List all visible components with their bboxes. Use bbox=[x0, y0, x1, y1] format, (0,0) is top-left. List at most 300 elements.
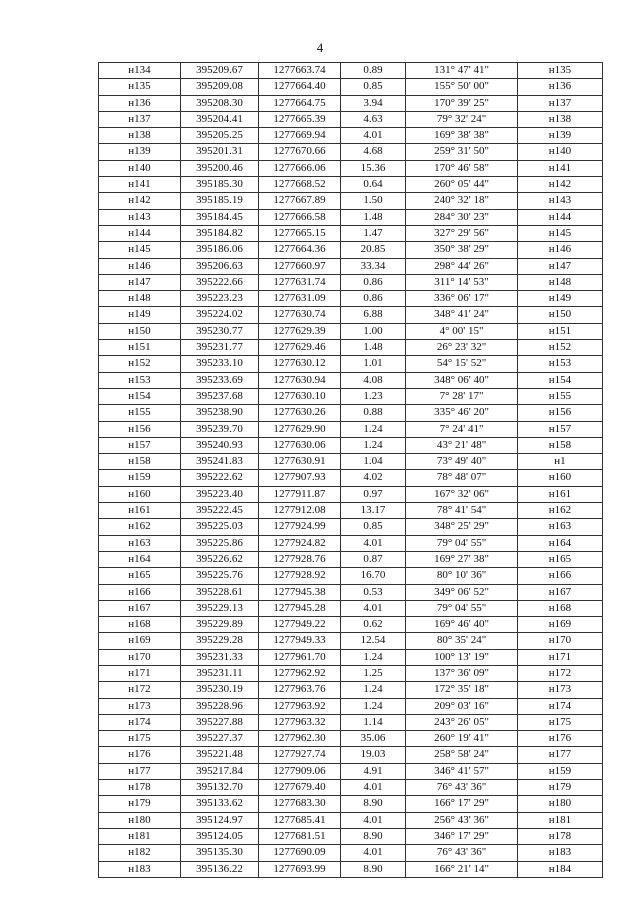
bearing-cell: 170° 39' 25" bbox=[406, 95, 518, 111]
table-row bbox=[99, 95, 603, 111]
table-row bbox=[99, 584, 603, 600]
point-id-cell: н167 bbox=[99, 600, 181, 616]
y-coordinate-cell: 1277665.15 bbox=[259, 225, 341, 241]
next-point-cell: н174 bbox=[518, 698, 603, 714]
table-row bbox=[99, 665, 603, 681]
x-coordinate-cell: 395132.70 bbox=[181, 780, 259, 796]
y-coordinate-cell: 1277630.06 bbox=[259, 437, 341, 453]
distance-cell: 4.08 bbox=[341, 372, 406, 388]
next-point-cell: н147 bbox=[518, 258, 603, 274]
distance-cell: 4.01 bbox=[341, 780, 406, 796]
distance-cell: 8.90 bbox=[341, 828, 406, 844]
x-coordinate-cell: 395223.40 bbox=[181, 486, 259, 502]
distance-cell: 1.50 bbox=[341, 193, 406, 209]
y-coordinate-cell: 1277679.40 bbox=[259, 780, 341, 796]
point-id-cell: н149 bbox=[99, 307, 181, 323]
table-row bbox=[99, 274, 603, 290]
y-coordinate-cell: 1277945.28 bbox=[259, 600, 341, 616]
y-coordinate-cell: 1277963.76 bbox=[259, 682, 341, 698]
table-row bbox=[99, 649, 603, 665]
next-point-cell: н170 bbox=[518, 633, 603, 649]
bearing-cell: 169° 27' 38" bbox=[406, 551, 518, 567]
table-row bbox=[99, 617, 603, 633]
y-coordinate-cell: 1277927.74 bbox=[259, 747, 341, 763]
next-point-cell: н145 bbox=[518, 225, 603, 241]
table-row bbox=[99, 763, 603, 779]
table-row bbox=[99, 845, 603, 861]
y-coordinate-cell: 1277630.74 bbox=[259, 307, 341, 323]
y-coordinate-cell: 1277663.74 bbox=[259, 63, 341, 79]
next-point-cell: н184 bbox=[518, 861, 603, 877]
next-point-cell: н163 bbox=[518, 519, 603, 535]
next-point-cell: н148 bbox=[518, 274, 603, 290]
distance-cell: 0.86 bbox=[341, 291, 406, 307]
bearing-cell: 298° 44' 26" bbox=[406, 258, 518, 274]
y-coordinate-cell: 1277669.94 bbox=[259, 128, 341, 144]
y-coordinate-cell: 1277928.76 bbox=[259, 551, 341, 567]
x-coordinate-cell: 395231.11 bbox=[181, 665, 259, 681]
distance-cell: 0.85 bbox=[341, 519, 406, 535]
distance-cell: 4.02 bbox=[341, 470, 406, 486]
y-coordinate-cell: 1277664.36 bbox=[259, 242, 341, 258]
next-point-cell: н166 bbox=[518, 568, 603, 584]
distance-cell: 4.01 bbox=[341, 600, 406, 616]
x-coordinate-cell: 395241.83 bbox=[181, 454, 259, 470]
y-coordinate-cell: 1277630.26 bbox=[259, 405, 341, 421]
point-id-cell: н172 bbox=[99, 682, 181, 698]
table-row bbox=[99, 714, 603, 730]
y-coordinate-cell: 1277945.38 bbox=[259, 584, 341, 600]
distance-cell: 1.48 bbox=[341, 340, 406, 356]
x-coordinate-cell: 395229.89 bbox=[181, 617, 259, 633]
distance-cell: 20.85 bbox=[341, 242, 406, 258]
bearing-cell: 80° 10' 36" bbox=[406, 568, 518, 584]
point-id-cell: н175 bbox=[99, 731, 181, 747]
point-id-cell: н177 bbox=[99, 763, 181, 779]
next-point-cell: н1 bbox=[518, 454, 603, 470]
table-row bbox=[99, 323, 603, 339]
bearing-cell: 256° 43' 36" bbox=[406, 812, 518, 828]
table-row bbox=[99, 600, 603, 616]
x-coordinate-cell: 395228.96 bbox=[181, 698, 259, 714]
bearing-cell: 26° 23' 32" bbox=[406, 340, 518, 356]
bearing-cell: 170° 46' 58" bbox=[406, 160, 518, 176]
table-row bbox=[99, 796, 603, 812]
point-id-cell: н171 bbox=[99, 665, 181, 681]
x-coordinate-cell: 395204.41 bbox=[181, 111, 259, 127]
bearing-cell: 7° 28' 17" bbox=[406, 388, 518, 404]
next-point-cell: н150 bbox=[518, 307, 603, 323]
table-row bbox=[99, 503, 603, 519]
point-id-cell: н182 bbox=[99, 845, 181, 861]
distance-cell: 16.70 bbox=[341, 568, 406, 584]
bearing-cell: 79° 04' 55" bbox=[406, 600, 518, 616]
coordinates-table-body bbox=[99, 63, 603, 878]
point-id-cell: н181 bbox=[99, 828, 181, 844]
table-row bbox=[99, 454, 603, 470]
point-id-cell: н158 bbox=[99, 454, 181, 470]
distance-cell: 1.25 bbox=[341, 665, 406, 681]
distance-cell: 0.89 bbox=[341, 63, 406, 79]
table-row bbox=[99, 405, 603, 421]
next-point-cell: н157 bbox=[518, 421, 603, 437]
table-row bbox=[99, 209, 603, 225]
next-point-cell: н176 bbox=[518, 731, 603, 747]
point-id-cell: н165 bbox=[99, 568, 181, 584]
x-coordinate-cell: 395136.22 bbox=[181, 861, 259, 877]
bearing-cell: 169° 46' 40" bbox=[406, 617, 518, 633]
table-row bbox=[99, 747, 603, 763]
next-point-cell: н175 bbox=[518, 714, 603, 730]
point-id-cell: н141 bbox=[99, 177, 181, 193]
bearing-cell: 7° 24' 41" bbox=[406, 421, 518, 437]
next-point-cell: н141 bbox=[518, 160, 603, 176]
x-coordinate-cell: 395217.84 bbox=[181, 763, 259, 779]
distance-cell: 33.34 bbox=[341, 258, 406, 274]
table-row bbox=[99, 258, 603, 274]
x-coordinate-cell: 395185.19 bbox=[181, 193, 259, 209]
point-id-cell: н157 bbox=[99, 437, 181, 453]
x-coordinate-cell: 395222.45 bbox=[181, 503, 259, 519]
table-row bbox=[99, 861, 603, 877]
point-id-cell: н179 bbox=[99, 796, 181, 812]
bearing-cell: 349° 06' 52" bbox=[406, 584, 518, 600]
next-point-cell: н151 bbox=[518, 323, 603, 339]
distance-cell: 1.24 bbox=[341, 649, 406, 665]
distance-cell: 8.90 bbox=[341, 796, 406, 812]
distance-cell: 0.53 bbox=[341, 584, 406, 600]
bearing-cell: 166° 17' 29" bbox=[406, 796, 518, 812]
bearing-cell: 167° 32' 06" bbox=[406, 486, 518, 502]
next-point-cell: н171 bbox=[518, 649, 603, 665]
y-coordinate-cell: 1277963.92 bbox=[259, 698, 341, 714]
bearing-cell: 346° 41' 57" bbox=[406, 763, 518, 779]
point-id-cell: н180 bbox=[99, 812, 181, 828]
bearing-cell: 240° 32' 18" bbox=[406, 193, 518, 209]
next-point-cell: н177 bbox=[518, 747, 603, 763]
point-id-cell: н151 bbox=[99, 340, 181, 356]
y-coordinate-cell: 1277660.97 bbox=[259, 258, 341, 274]
point-id-cell: н137 bbox=[99, 111, 181, 127]
table-row bbox=[99, 388, 603, 404]
y-coordinate-cell: 1277664.40 bbox=[259, 79, 341, 95]
y-coordinate-cell: 1277629.39 bbox=[259, 323, 341, 339]
point-id-cell: н152 bbox=[99, 356, 181, 372]
y-coordinate-cell: 1277631.09 bbox=[259, 291, 341, 307]
bearing-cell: 348° 25' 29" bbox=[406, 519, 518, 535]
point-id-cell: н139 bbox=[99, 144, 181, 160]
next-point-cell: н140 bbox=[518, 144, 603, 160]
bearing-cell: 243° 26' 05" bbox=[406, 714, 518, 730]
y-coordinate-cell: 1277961.70 bbox=[259, 649, 341, 665]
point-id-cell: н170 bbox=[99, 649, 181, 665]
point-id-cell: н173 bbox=[99, 698, 181, 714]
next-point-cell: н155 bbox=[518, 388, 603, 404]
bearing-cell: 166° 21' 14" bbox=[406, 861, 518, 877]
point-id-cell: н153 bbox=[99, 372, 181, 388]
distance-cell: 1.04 bbox=[341, 454, 406, 470]
point-id-cell: н163 bbox=[99, 535, 181, 551]
x-coordinate-cell: 395237.68 bbox=[181, 388, 259, 404]
point-id-cell: н150 bbox=[99, 323, 181, 339]
x-coordinate-cell: 395233.69 bbox=[181, 372, 259, 388]
table-row bbox=[99, 682, 603, 698]
point-id-cell: н143 bbox=[99, 209, 181, 225]
distance-cell: 1.24 bbox=[341, 698, 406, 714]
distance-cell: 0.62 bbox=[341, 617, 406, 633]
table-row bbox=[99, 128, 603, 144]
next-point-cell: н153 bbox=[518, 356, 603, 372]
distance-cell: 1.23 bbox=[341, 388, 406, 404]
bearing-cell: 54° 15' 52" bbox=[406, 356, 518, 372]
x-coordinate-cell: 395209.08 bbox=[181, 79, 259, 95]
y-coordinate-cell: 1277924.99 bbox=[259, 519, 341, 535]
bearing-cell: 327° 29' 56" bbox=[406, 225, 518, 241]
table-row bbox=[99, 486, 603, 502]
x-coordinate-cell: 395124.05 bbox=[181, 828, 259, 844]
x-coordinate-cell: 395135.30 bbox=[181, 845, 259, 861]
table-row bbox=[99, 633, 603, 649]
table-row bbox=[99, 780, 603, 796]
x-coordinate-cell: 395224.02 bbox=[181, 307, 259, 323]
point-id-cell: н134 bbox=[99, 63, 181, 79]
next-point-cell: н136 bbox=[518, 79, 603, 95]
page-number: 4 bbox=[316, 40, 324, 55]
distance-cell: 12.54 bbox=[341, 633, 406, 649]
bearing-cell: 76° 43' 36" bbox=[406, 845, 518, 861]
distance-cell: 1.00 bbox=[341, 323, 406, 339]
table-row bbox=[99, 193, 603, 209]
bearing-cell: 259° 31' 50" bbox=[406, 144, 518, 160]
distance-cell: 6.88 bbox=[341, 307, 406, 323]
point-id-cell: н169 bbox=[99, 633, 181, 649]
table-row bbox=[99, 731, 603, 747]
bearing-cell: 76° 43' 36" bbox=[406, 780, 518, 796]
bearing-cell: 169° 38' 38" bbox=[406, 128, 518, 144]
x-coordinate-cell: 395225.76 bbox=[181, 568, 259, 584]
y-coordinate-cell: 1277666.06 bbox=[259, 160, 341, 176]
next-point-cell: н139 bbox=[518, 128, 603, 144]
point-id-cell: н161 bbox=[99, 503, 181, 519]
table-row bbox=[99, 828, 603, 844]
bearing-cell: 350° 38' 29" bbox=[406, 242, 518, 258]
x-coordinate-cell: 395186.06 bbox=[181, 242, 259, 258]
table-row bbox=[99, 144, 603, 160]
distance-cell: 1.47 bbox=[341, 225, 406, 241]
y-coordinate-cell: 1277683.30 bbox=[259, 796, 341, 812]
next-point-cell: н172 bbox=[518, 665, 603, 681]
distance-cell: 0.64 bbox=[341, 177, 406, 193]
next-point-cell: н152 bbox=[518, 340, 603, 356]
table-row bbox=[99, 356, 603, 372]
table-row bbox=[99, 372, 603, 388]
point-id-cell: н144 bbox=[99, 225, 181, 241]
y-coordinate-cell: 1277630.12 bbox=[259, 356, 341, 372]
x-coordinate-cell: 395222.62 bbox=[181, 470, 259, 486]
x-coordinate-cell: 395240.93 bbox=[181, 437, 259, 453]
y-coordinate-cell: 1277630.94 bbox=[259, 372, 341, 388]
next-point-cell: н161 bbox=[518, 486, 603, 502]
distance-cell: 4.01 bbox=[341, 535, 406, 551]
y-coordinate-cell: 1277664.75 bbox=[259, 95, 341, 111]
next-point-cell: н162 bbox=[518, 503, 603, 519]
next-point-cell: н179 bbox=[518, 780, 603, 796]
next-point-cell: н169 bbox=[518, 617, 603, 633]
x-coordinate-cell: 395226.62 bbox=[181, 551, 259, 567]
distance-cell: 1.14 bbox=[341, 714, 406, 730]
point-id-cell: н183 bbox=[99, 861, 181, 877]
point-id-cell: н162 bbox=[99, 519, 181, 535]
y-coordinate-cell: 1277630.91 bbox=[259, 454, 341, 470]
point-id-cell: н147 bbox=[99, 274, 181, 290]
distance-cell: 4.01 bbox=[341, 845, 406, 861]
point-id-cell: н148 bbox=[99, 291, 181, 307]
x-coordinate-cell: 395185.30 bbox=[181, 177, 259, 193]
bearing-cell: 155° 50' 00" bbox=[406, 79, 518, 95]
y-coordinate-cell: 1277685.41 bbox=[259, 812, 341, 828]
bearing-cell: 78° 48' 07" bbox=[406, 470, 518, 486]
x-coordinate-cell: 395225.86 bbox=[181, 535, 259, 551]
distance-cell: 3.94 bbox=[341, 95, 406, 111]
table-row bbox=[99, 160, 603, 176]
x-coordinate-cell: 395230.19 bbox=[181, 682, 259, 698]
x-coordinate-cell: 395231.33 bbox=[181, 649, 259, 665]
x-coordinate-cell: 395225.03 bbox=[181, 519, 259, 535]
distance-cell: 13.17 bbox=[341, 503, 406, 519]
distance-cell: 0.88 bbox=[341, 405, 406, 421]
y-coordinate-cell: 1277693.99 bbox=[259, 861, 341, 877]
point-id-cell: н159 bbox=[99, 470, 181, 486]
point-id-cell: н164 bbox=[99, 551, 181, 567]
x-coordinate-cell: 395133.62 bbox=[181, 796, 259, 812]
x-coordinate-cell: 395223.23 bbox=[181, 291, 259, 307]
x-coordinate-cell: 395239.70 bbox=[181, 421, 259, 437]
x-coordinate-cell: 395229.28 bbox=[181, 633, 259, 649]
y-coordinate-cell: 1277963.32 bbox=[259, 714, 341, 730]
next-point-cell: н160 bbox=[518, 470, 603, 486]
bearing-cell: 78° 41' 54" bbox=[406, 503, 518, 519]
table-row bbox=[99, 307, 603, 323]
bearing-cell: 346° 17' 29" bbox=[406, 828, 518, 844]
x-coordinate-cell: 395200.46 bbox=[181, 160, 259, 176]
table-row bbox=[99, 568, 603, 584]
y-coordinate-cell: 1277962.30 bbox=[259, 731, 341, 747]
x-coordinate-cell: 395233.10 bbox=[181, 356, 259, 372]
distance-cell: 0.87 bbox=[341, 551, 406, 567]
distance-cell: 15.36 bbox=[341, 160, 406, 176]
y-coordinate-cell: 1277909.06 bbox=[259, 763, 341, 779]
x-coordinate-cell: 395228.61 bbox=[181, 584, 259, 600]
table-row bbox=[99, 470, 603, 486]
y-coordinate-cell: 1277924.82 bbox=[259, 535, 341, 551]
table-row bbox=[99, 111, 603, 127]
y-coordinate-cell: 1277668.52 bbox=[259, 177, 341, 193]
point-id-cell: н154 bbox=[99, 388, 181, 404]
bearing-cell: 284° 30' 23" bbox=[406, 209, 518, 225]
x-coordinate-cell: 395227.88 bbox=[181, 714, 259, 730]
next-point-cell: н143 bbox=[518, 193, 603, 209]
distance-cell: 1.01 bbox=[341, 356, 406, 372]
table-row bbox=[99, 177, 603, 193]
next-point-cell: н183 bbox=[518, 845, 603, 861]
x-coordinate-cell: 395124.97 bbox=[181, 812, 259, 828]
next-point-cell: н144 bbox=[518, 209, 603, 225]
next-point-cell: н165 bbox=[518, 551, 603, 567]
table-row bbox=[99, 519, 603, 535]
distance-cell: 35.06 bbox=[341, 731, 406, 747]
next-point-cell: н168 bbox=[518, 600, 603, 616]
x-coordinate-cell: 395229.13 bbox=[181, 600, 259, 616]
point-id-cell: н176 bbox=[99, 747, 181, 763]
x-coordinate-cell: 395227.37 bbox=[181, 731, 259, 747]
point-id-cell: н156 bbox=[99, 421, 181, 437]
point-id-cell: н166 bbox=[99, 584, 181, 600]
next-point-cell: н158 bbox=[518, 437, 603, 453]
distance-cell: 1.24 bbox=[341, 437, 406, 453]
next-point-cell: н142 bbox=[518, 177, 603, 193]
bearing-cell: 137° 36' 09" bbox=[406, 665, 518, 681]
point-id-cell: н138 bbox=[99, 128, 181, 144]
bearing-cell: 131° 47' 41" bbox=[406, 63, 518, 79]
table-row bbox=[99, 698, 603, 714]
x-coordinate-cell: 395221.48 bbox=[181, 747, 259, 763]
bearing-cell: 80° 35' 24" bbox=[406, 633, 518, 649]
table-row bbox=[99, 535, 603, 551]
next-point-cell: н159 bbox=[518, 763, 603, 779]
point-id-cell: н136 bbox=[99, 95, 181, 111]
y-coordinate-cell: 1277629.90 bbox=[259, 421, 341, 437]
point-id-cell: н174 bbox=[99, 714, 181, 730]
bearing-cell: 260° 19' 41" bbox=[406, 731, 518, 747]
table-row bbox=[99, 63, 603, 79]
next-point-cell: н167 bbox=[518, 584, 603, 600]
y-coordinate-cell: 1277912.08 bbox=[259, 503, 341, 519]
point-id-cell: н160 bbox=[99, 486, 181, 502]
y-coordinate-cell: 1277629.46 bbox=[259, 340, 341, 356]
bearing-cell: 348° 06' 40" bbox=[406, 372, 518, 388]
y-coordinate-cell: 1277665.39 bbox=[259, 111, 341, 127]
x-coordinate-cell: 395184.45 bbox=[181, 209, 259, 225]
bearing-cell: 172° 35' 18" bbox=[406, 682, 518, 698]
y-coordinate-cell: 1277907.93 bbox=[259, 470, 341, 486]
distance-cell: 1.24 bbox=[341, 682, 406, 698]
bearing-cell: 348° 41' 24" bbox=[406, 307, 518, 323]
next-point-cell: н178 bbox=[518, 828, 603, 844]
x-coordinate-cell: 395209.67 bbox=[181, 63, 259, 79]
y-coordinate-cell: 1277690.09 bbox=[259, 845, 341, 861]
y-coordinate-cell: 1277962.92 bbox=[259, 665, 341, 681]
bearing-cell: 336° 06' 17" bbox=[406, 291, 518, 307]
bearing-cell: 4° 00' 15" bbox=[406, 323, 518, 339]
x-coordinate-cell: 395205.25 bbox=[181, 128, 259, 144]
next-point-cell: н180 bbox=[518, 796, 603, 812]
next-point-cell: н135 bbox=[518, 63, 603, 79]
x-coordinate-cell: 395208.30 bbox=[181, 95, 259, 111]
table-row bbox=[99, 79, 603, 95]
y-coordinate-cell: 1277681.51 bbox=[259, 828, 341, 844]
point-id-cell: н142 bbox=[99, 193, 181, 209]
x-coordinate-cell: 395231.77 bbox=[181, 340, 259, 356]
point-id-cell: н155 bbox=[99, 405, 181, 421]
distance-cell: 0.97 bbox=[341, 486, 406, 502]
next-point-cell: н149 bbox=[518, 291, 603, 307]
x-coordinate-cell: 395206.63 bbox=[181, 258, 259, 274]
table-row bbox=[99, 812, 603, 828]
next-point-cell: н173 bbox=[518, 682, 603, 698]
y-coordinate-cell: 1277928.92 bbox=[259, 568, 341, 584]
table-row bbox=[99, 551, 603, 567]
point-id-cell: н168 bbox=[99, 617, 181, 633]
